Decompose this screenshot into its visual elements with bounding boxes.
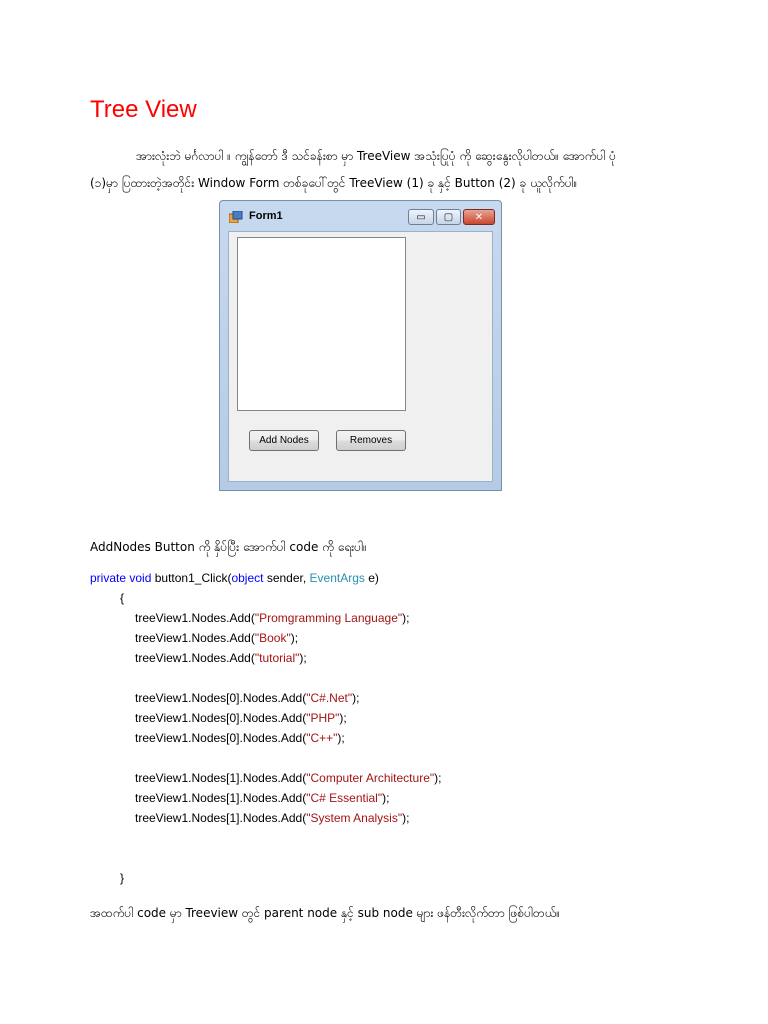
- form-window-screenshot: [219, 200, 502, 491]
- treeview-control[interactable]: [237, 237, 406, 411]
- code-line: treeView1.Nodes[1].Nodes.Add("Computer Architecture");: [135, 771, 442, 785]
- form-title: Form1: [249, 210, 283, 222]
- add-nodes-button[interactable]: Add Nodes: [249, 430, 319, 451]
- code-line: treeView1.Nodes.Add("Book");: [135, 631, 299, 645]
- code-line: treeView1.Nodes.Add("Promgramming Language");: [135, 611, 410, 625]
- form-app-icon: [229, 211, 243, 223]
- intro-line-1: အားလုံးဘဲ မင်္ဂလာပါ ။ ကျွန်တော် ဒီ သင်ခန်းစာ မှာ TreeView အသုံးပြုပုံ ကို ဆွေးနွေးလိုပါတယ်။ အောက်ပါ ပုံ: [136, 149, 616, 163]
- removes-button[interactable]: Removes: [336, 430, 406, 451]
- code-blank-line: [90, 848, 690, 868]
- code-line: treeView1.Nodes[0].Nodes.Add("PHP");: [135, 711, 347, 725]
- minimize-button[interactable]: ▭: [408, 209, 434, 225]
- code-blank-line: [90, 668, 690, 688]
- instruction-text: AddNodes Button ကို နှိပ်ပြီး အောက်ပါ code ကို ရေးပါ။: [90, 540, 367, 554]
- conclusion-text: အထက်ပါ code မှာ Treeview တွင် parent node နှင့် sub node များ ဖန်တီးလိုက်တာ ဖြစ်ပါတယ်။: [90, 906, 560, 920]
- form-titlebar: [220, 201, 501, 231]
- form-client-area: [228, 231, 493, 482]
- code-signature: private void button1_Click(object sender, EventArgs e): [90, 571, 379, 585]
- code-line: treeView1.Nodes[1].Nodes.Add("System Analysis");: [135, 811, 410, 825]
- code-block: [90, 568, 690, 888]
- code-line: treeView1.Nodes[0].Nodes.Add("C#.Net");: [135, 691, 360, 705]
- code-blank-line: [90, 748, 690, 768]
- close-button[interactable]: ✕: [463, 209, 495, 225]
- code-close-brace: }: [120, 871, 125, 885]
- code-line: treeView1.Nodes[0].Nodes.Add("C++");: [135, 731, 345, 745]
- code-open-brace: {: [120, 591, 125, 605]
- code-line: treeView1.Nodes.Add("tutorial");: [135, 651, 307, 665]
- code-line: treeView1.Nodes[1].Nodes.Add("C# Essential");: [135, 791, 390, 805]
- code-blank-line: [90, 828, 690, 848]
- intro-line-2: (၁)မှာ ပြထားတဲ့အတိုင်း Window Form တစ်ခုပေါ်တွင် TreeView (1) ခု နှင့် Button (2) ခု ယူလိုက်ပါ။: [90, 176, 578, 190]
- intro-paragraph: [90, 143, 700, 197]
- page-title: Tree View: [90, 96, 197, 123]
- maximize-button[interactable]: ▢: [436, 209, 461, 225]
